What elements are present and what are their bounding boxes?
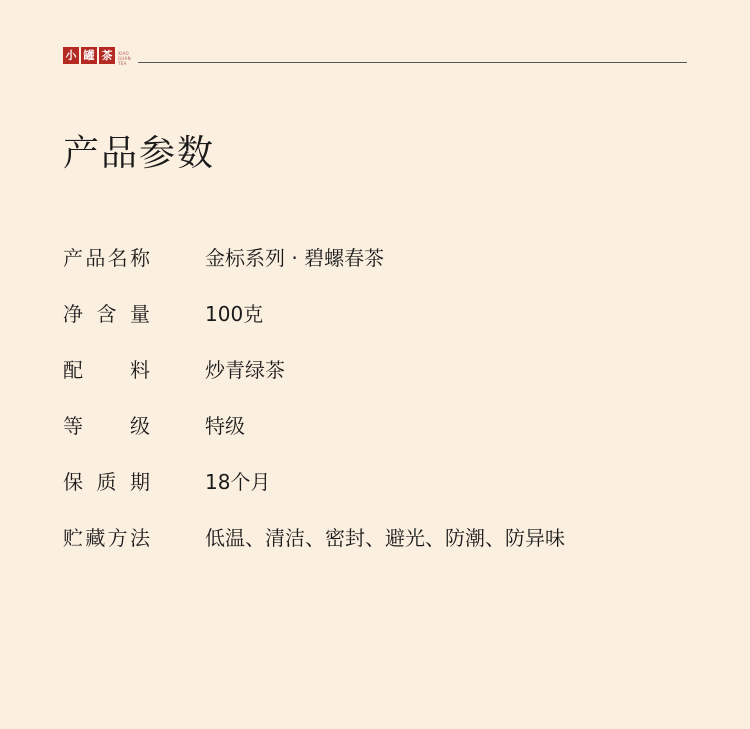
label-char: 级 [130, 414, 150, 438]
param-row-net-weight [63, 286, 703, 342]
logo-subtitle: XIAO GUAN TEA [118, 51, 131, 66]
param-label [63, 470, 150, 494]
param-label [63, 302, 150, 326]
label-char: 贮 [63, 526, 83, 550]
param-value: 100克 [205, 302, 264, 326]
label-char: 保 [63, 470, 83, 494]
param-row-shelf-life [63, 454, 703, 510]
param-value: 特级 [205, 414, 245, 438]
label-char: 方 [107, 526, 128, 550]
param-row-storage [63, 510, 703, 566]
header [63, 47, 687, 65]
label-char: 含 [96, 302, 117, 326]
param-row-ingredients [63, 342, 703, 398]
param-label [63, 414, 150, 438]
logo-char: 罐 [81, 47, 97, 64]
param-label [63, 526, 150, 550]
label-char: 藏 [85, 526, 106, 550]
label-char: 等 [63, 414, 83, 438]
label-char: 期 [130, 470, 150, 494]
param-label [63, 358, 150, 382]
params-table [63, 230, 703, 566]
label-char: 品 [85, 246, 106, 270]
param-row-grade [63, 398, 703, 454]
param-value: 金标系列 · 碧螺春茶 [205, 246, 385, 270]
param-value: 18个月 [205, 470, 271, 494]
param-value: 炒青绿茶 [205, 358, 285, 382]
logo-char: 小 [63, 47, 79, 64]
label-char: 料 [130, 358, 150, 382]
logo-char: 茶 [99, 47, 115, 64]
param-row-name [63, 230, 703, 286]
label-char: 净 [63, 302, 83, 326]
brand-logo [63, 47, 115, 64]
label-char: 称 [129, 246, 150, 270]
label-char: 配 [63, 358, 83, 382]
label-char: 质 [96, 470, 117, 494]
header-divider [138, 62, 687, 63]
label-char: 法 [129, 526, 150, 550]
label-char: 产 [63, 246, 83, 270]
param-value: 低温、清洁、密封、避光、防潮、防异味 [205, 526, 565, 550]
page-title: 产品参数 [63, 133, 216, 174]
param-label [63, 246, 150, 270]
label-char: 量 [130, 302, 150, 326]
label-char: 名 [107, 246, 128, 270]
